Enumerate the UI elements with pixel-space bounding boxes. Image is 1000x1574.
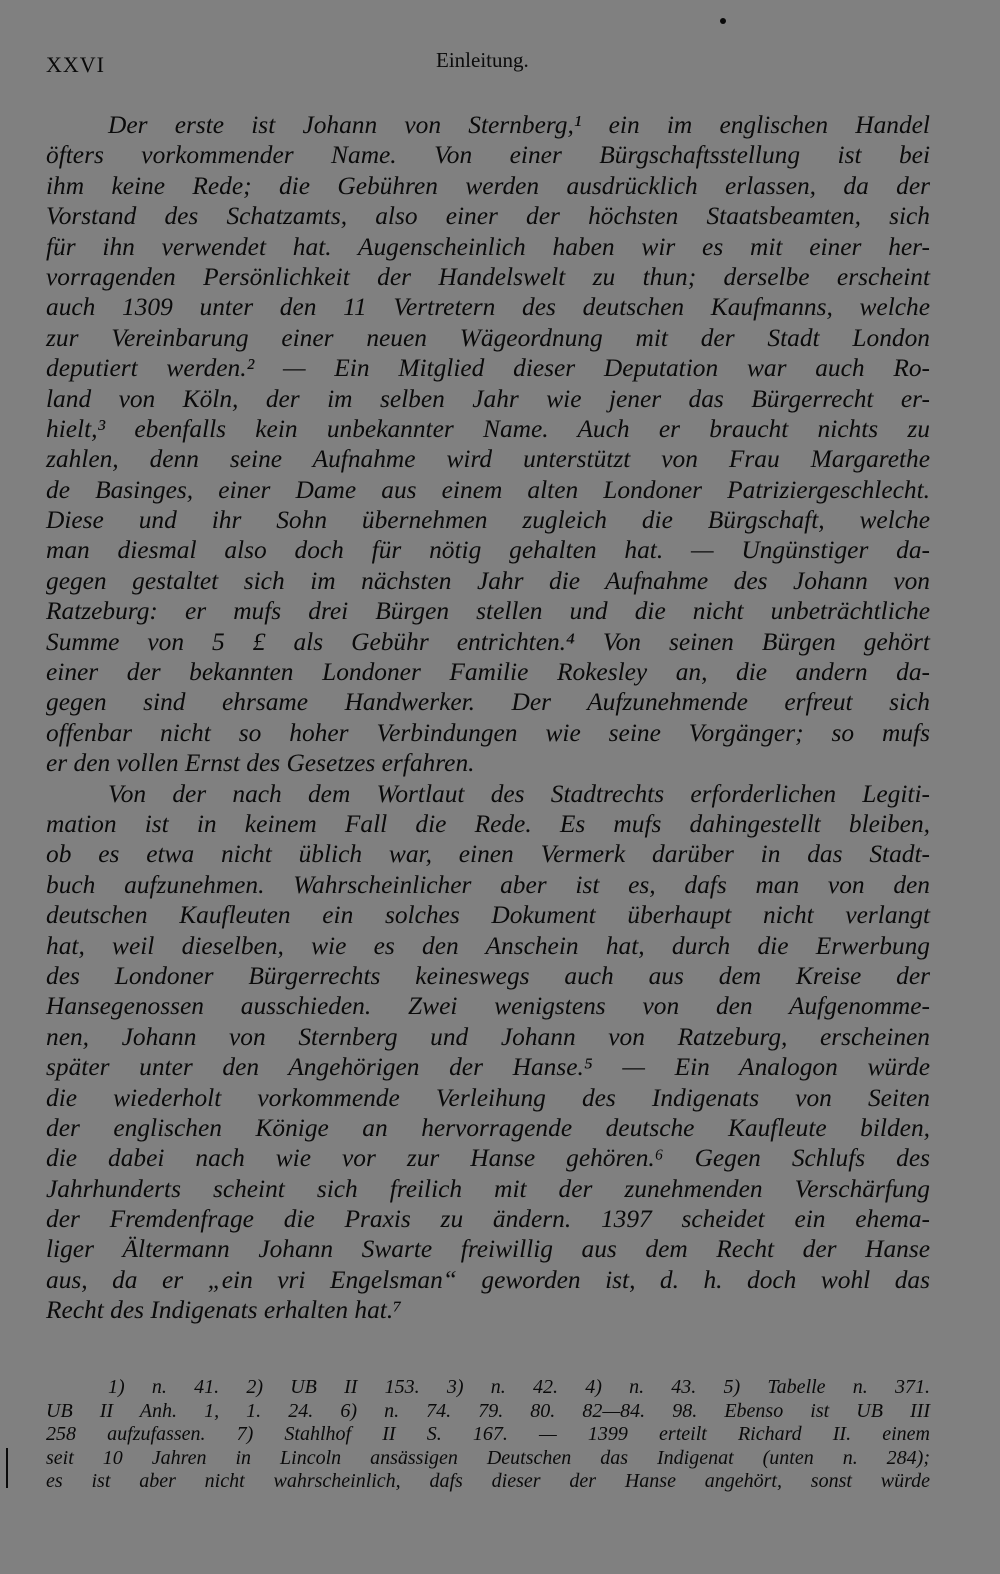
- text-line: Hansegenossen ausschieden. Zwei wenigstens von den Aufgenomme-: [46, 992, 930, 1021]
- body-text: [46, 110, 930, 1326]
- text-line: der englischen Könige an hervorragende deutsche Kaufleute bilden,: [46, 1113, 930, 1142]
- text-line: des Londoner Bürgerrechts keineswegs auch aus dem Kreise der: [46, 961, 930, 990]
- text-line: mation ist in keinem Fall die Rede. Es mufs dahingestellt bleiben,: [46, 809, 930, 838]
- text-line: Diese und ihr Sohn übernehmen zugleich die Bürgschaft, welche: [46, 506, 930, 535]
- text-line: land von Köln, der im selben Jahr wie jener das Bürgerrecht er-: [46, 384, 930, 413]
- text-line: deutschen Kaufleuten ein solches Dokument überhaupt nicht verlangt: [46, 901, 930, 930]
- text-line: die dabei nach wie vor zur Hanse gehören.⁶ Gegen Schlufs des: [46, 1144, 930, 1173]
- text-line: man diesmal also doch für nötig gehalten hat. — Ungünstiger da-: [46, 536, 930, 565]
- margin-mark: [6, 1448, 8, 1488]
- text-line: der Fremdenfrage die Praxis zu ändern. 1397 scheidet ein ehema-: [46, 1205, 930, 1234]
- text-line: nen, Johann von Sternberg und Johann von Ratzeburg, erscheinen: [46, 1022, 930, 1051]
- text-line: Recht des Indigenats erhalten hat.⁷: [46, 1296, 403, 1325]
- text-line: auch 1309 unter den 11 Vertretern des deutschen Kaufmanns, welche: [46, 293, 930, 322]
- text-line: öfters vorkommender Name. Von einer Bürgschaftsstellung ist bei: [46, 141, 930, 170]
- text-line: deputiert werden.² — Ein Mitglied dieser Deputation war auch Ro-: [46, 354, 930, 383]
- text-line: später unter den Angehörigen der Hanse.⁵ — Ein Analogon würde: [46, 1053, 930, 1082]
- text-line: offenbar nicht so hoher Verbindungen wie seine Vorgänger; so mufs: [46, 718, 930, 747]
- text-line: hielt,³ ebenfalls kein unbekannter Name. Auch er braucht nichts zu: [46, 414, 930, 443]
- text-line: Jahrhunderts scheint sich freilich mit der zunehmenden Verschärfung: [46, 1174, 930, 1203]
- page-number: XXVI: [46, 52, 105, 77]
- text-line: Der erste ist Johann von Sternberg,¹ ein im englischen Handel: [108, 111, 930, 139]
- footnote-line: seit 10 Jahren in Lincoln ansässigen Deutschen das Indigenat (unten n. 284);: [46, 1446, 930, 1469]
- running-title: Einleitung.: [436, 48, 529, 72]
- text-line: zahlen, denn seine Aufnahme wird unterstützt von Frau Margarethe: [46, 445, 930, 474]
- footnote-line: UB II Anh. 1, 1. 24. 6) n. 74. 79. 80. 82—84. 98. Ebenso ist UB III: [46, 1399, 930, 1422]
- text-line: die wiederholt vorkommende Verleihung des Indigenats von Seiten: [46, 1083, 930, 1112]
- text-line: gegen gestaltet sich im nächsten Jahr die Aufnahme des Johann von: [46, 566, 930, 595]
- text-line: zur Vereinbarung einer neuen Wägeordnung mit der Stadt London: [46, 323, 930, 352]
- text-line: ihm keine Rede; die Gebühren werden ausdrücklich erlassen, da der: [46, 171, 930, 200]
- text-line: ob es etwa nicht üblich war, einen Vermerk darüber in das Stadt-: [46, 840, 930, 869]
- footnotes: [46, 1376, 930, 1494]
- text-line: vorragenden Persönlichkeit der Handelswelt zu thun; derselbe erscheint: [46, 262, 930, 291]
- text-line: liger Ältermann Johann Swarte freiwillig aus dem Recht der Hanse: [46, 1235, 930, 1264]
- text-line: einer der bekannten Londoner Familie Rokesley an, die andern da-: [46, 658, 930, 687]
- text-line: buch aufzunehmen. Wahrscheinlicher aber ist es, dafs man von den: [46, 870, 930, 899]
- text-line: Summe von 5 £ als Gebühr entrichten.⁴ Von seinen Bürgen gehört: [46, 627, 930, 656]
- text-line: de Basinges, einer Dame aus einem alten Londoner Patriziergeschlecht.: [46, 475, 930, 504]
- text-line: aus, da er „ein vri Engelsman“ geworden ist, d. h. doch wohl das: [46, 1265, 930, 1294]
- text-line: hat, weil dieselben, wie es den Anschein hat, durch die Erwerbung: [46, 931, 930, 960]
- text-line: Ratzeburg: er mufs drei Bürgen stellen und die nicht unbeträchtliche: [46, 597, 930, 626]
- text-line: er den vollen Ernst des Gesetzes erfahren.: [46, 749, 475, 778]
- page-header: [46, 48, 930, 82]
- footnote-line: 1) n. 41. 2) UB II 153. 3) n. 42. 4) n. 43. 5) Tabelle n. 371.: [108, 1376, 930, 1398]
- text-line: gegen sind ehrsame Handwerker. Der Aufzunehmende erfreut sich: [46, 688, 930, 717]
- footnote-line: es ist aber nicht wahrscheinlich, dafs dieser der Hanse angehört, sonst würde: [46, 1470, 930, 1493]
- text-line: Vorstand des Schatzamts, also einer der höchsten Staatsbeamten, sich: [46, 202, 930, 231]
- text-line: Von der nach dem Wortlaut des Stadtrechts erforderlichen Legiti-: [108, 779, 930, 808]
- text-line: für ihn verwendet hat. Augenscheinlich haben wir es mit einer her-: [46, 232, 930, 261]
- ink-speck: [720, 18, 726, 24]
- footnote-line: 258 aufzufassen. 7) Stahlhof II S. 167. — 1399 erteilt Richard II. einem: [46, 1423, 930, 1446]
